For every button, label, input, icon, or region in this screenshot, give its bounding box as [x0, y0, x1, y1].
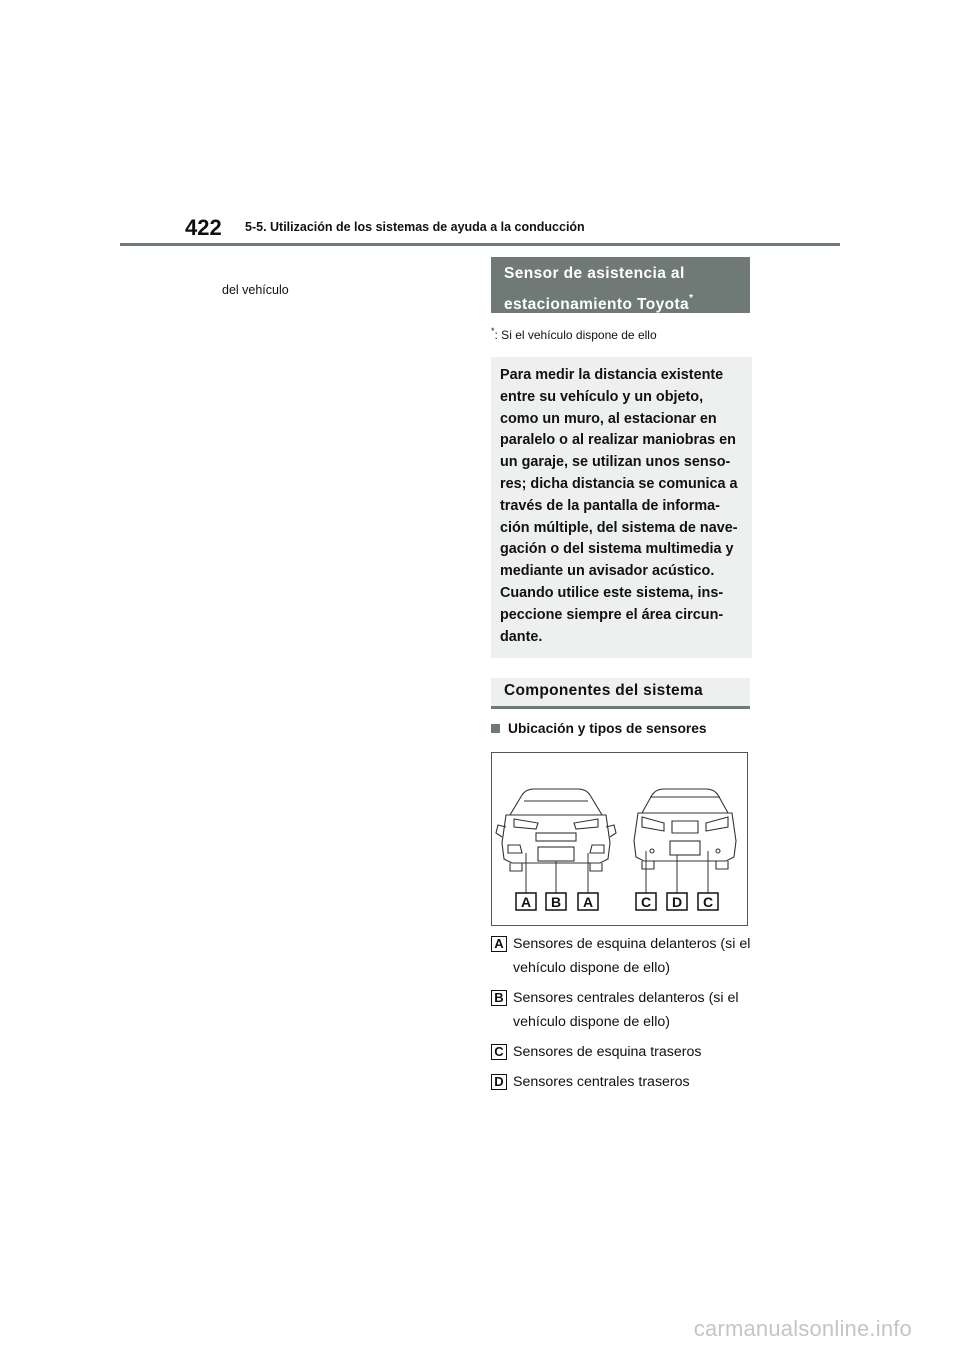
page-number: 422 — [185, 215, 222, 240]
sensor-diagram-svg — [492, 753, 747, 925]
main-title-line2: estacionamiento Toyota — [504, 296, 690, 314]
footnote-marker: * — [491, 326, 495, 336]
legend-letter: A — [491, 936, 507, 952]
legend-text: Sensores centrales delanteros (si el vehículo dispone de ello) — [513, 990, 739, 1031]
legend-item — [491, 989, 753, 1034]
watermark: carmanualsonline.info — [693, 1316, 912, 1341]
legend-item — [491, 1073, 753, 1094]
rear-label-center: D — [671, 894, 683, 911]
intro-box: Para medir la distancia existente entre su vehículo y un objeto, como un muro, al estacionar en paralelo o al realizar maniobras en un garaje, se utilizan unos senso-res; dicha distancia se comunica a través de la pantalla de informa-ción múltiple, del sistema de nave-gación o del sistema multimedia y mediante un avisador acústico. Cuando utilice este sistema, ins-peccione siempre el área circun-dante. — [491, 357, 752, 658]
front-label-right: A — [582, 894, 594, 911]
section-title: 5-5. Utilización de los sistemas de ayuda a la conducción — [245, 220, 585, 234]
right-column — [491, 257, 753, 1103]
sensor-legend — [491, 935, 753, 1094]
main-title-marker: * — [689, 293, 694, 304]
main-title-line1: Sensor de asistencia al — [504, 265, 685, 282]
bullet-heading-text: Ubicación y tipos de sensores — [508, 721, 707, 737]
header-rule — [120, 243, 840, 246]
rear-leader-lines — [646, 851, 708, 893]
legend-item — [491, 935, 753, 980]
sensor-diagram — [491, 752, 748, 926]
rear-vehicle-illustration — [634, 789, 736, 869]
bullet-heading — [491, 721, 753, 736]
bullet-square-icon — [491, 724, 500, 733]
footnote-text: : Si el vehículo dispone de ello — [494, 328, 657, 342]
legend-text: Sensores de esquina delanteros (si el vehículo dispone de ello) — [513, 936, 751, 977]
legend-text: Sensores centrales traseros — [513, 1074, 690, 1091]
front-label-center: B — [550, 894, 562, 911]
legend-text: Sensores de esquina traseros — [513, 1044, 702, 1061]
legend-letter: B — [491, 990, 507, 1006]
rear-label-left: C — [640, 894, 652, 911]
main-title-box — [491, 257, 750, 313]
rear-label-right: C — [702, 894, 714, 911]
legend-item — [491, 1043, 753, 1064]
front-vehicle-illustration — [496, 789, 616, 871]
legend-letter: C — [491, 1044, 507, 1060]
legend-letter: D — [491, 1074, 507, 1090]
front-label-left: A — [520, 894, 532, 911]
continuation-text: del vehículo — [222, 283, 289, 297]
subsection-title: Componentes del sistema — [491, 678, 750, 709]
front-leader-lines — [526, 853, 588, 893]
footnote — [491, 323, 753, 343]
